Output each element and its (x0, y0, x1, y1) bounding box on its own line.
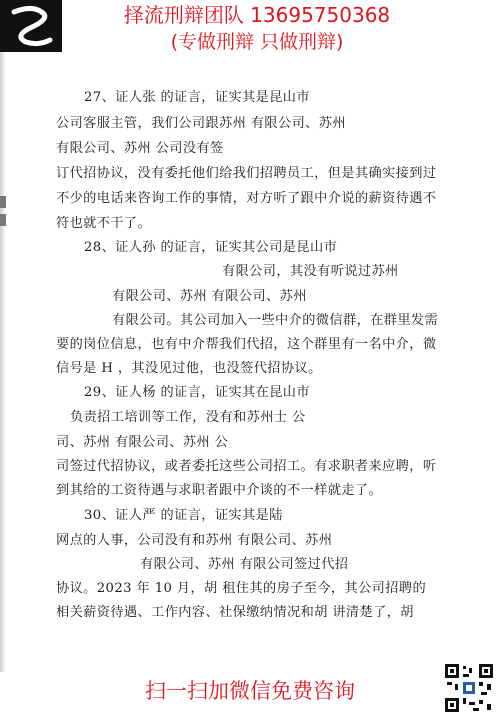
doc-line: 有限公司、苏州 公司没有签 (56, 141, 224, 156)
logo-mark-icon (0, 0, 62, 52)
doc-line: 30、证人严 的证言，证实其是陆 (84, 508, 283, 523)
doc-line: 不少的电话来咨询工作的事情，对方听了跟中介说的薪资待遇不 (56, 191, 437, 206)
footer-cta: 扫一扫加微信免费咨询 (145, 679, 355, 703)
banner-slogan: (专做刑辩 只做刑辩) (170, 31, 344, 53)
scan-mark (0, 214, 6, 226)
doc-line: 司、苏州 有限公司、苏州 公 (56, 435, 229, 450)
doc-line: 信号是 H ，其没见过他，也没签代招协议。 (56, 361, 322, 376)
doc-line: 有限公司、苏州 有限公司签过代招 (140, 557, 349, 572)
doc-line: 订代招协议，没有委托他们给我们招聘员工，但是其确实接到过 (56, 166, 437, 181)
scan-mark (0, 196, 6, 208)
scan-edge (0, 52, 6, 672)
qr-code-icon[interactable] (443, 662, 495, 714)
doc-line: 到其给的工资待遇与求职者跟中介谈的不一样就走了。 (56, 483, 383, 498)
doc-line: 司签过代招协议，或者委托这些公司招工。有求职者来应聘，听 (56, 459, 437, 474)
doc-line: 协议。2023 年 10 月，胡 租住其的房子至今，其公司招聘的 (56, 581, 427, 596)
doc-line: 网点的人事，公司没有和苏州 有限公司、苏州 (56, 533, 333, 548)
doc-line: 相关薪资待遇、工作内容、社保缴纳情况和胡 讲清楚了，胡 (56, 605, 414, 620)
logo (0, 0, 62, 52)
doc-line: 有限公司、苏州 有限公司、苏州 (112, 289, 307, 304)
doc-line: 有限公司，其没有听说过苏州 (222, 264, 399, 279)
banner-contact: 择流刑辩团队 13695750368 (123, 3, 391, 27)
doc-line: 负责招工培训等工作，没有和苏州士 公 (70, 410, 306, 425)
doc-line: 要的岗位信息，也有中介帮我们代招，这个群里有一名中介，微 (56, 337, 437, 352)
doc-line: 有限公司。其公司加入一些中介的微信群，在群里发需 (112, 313, 439, 328)
doc-line: 28、证人孙 的证言，证实其公司是昆山市 (84, 240, 338, 255)
doc-line: 27、证人张 的证言，证实其是昆山市 (84, 90, 310, 105)
doc-line: 29、证人杨 的证言，证实其在昆山市 (84, 385, 310, 400)
banner (92, 2, 422, 56)
doc-line: 符也就不干了。 (56, 216, 152, 231)
doc-line: 公司客服主管，我们公司跟苏州 有限公司、苏州 (56, 116, 346, 131)
